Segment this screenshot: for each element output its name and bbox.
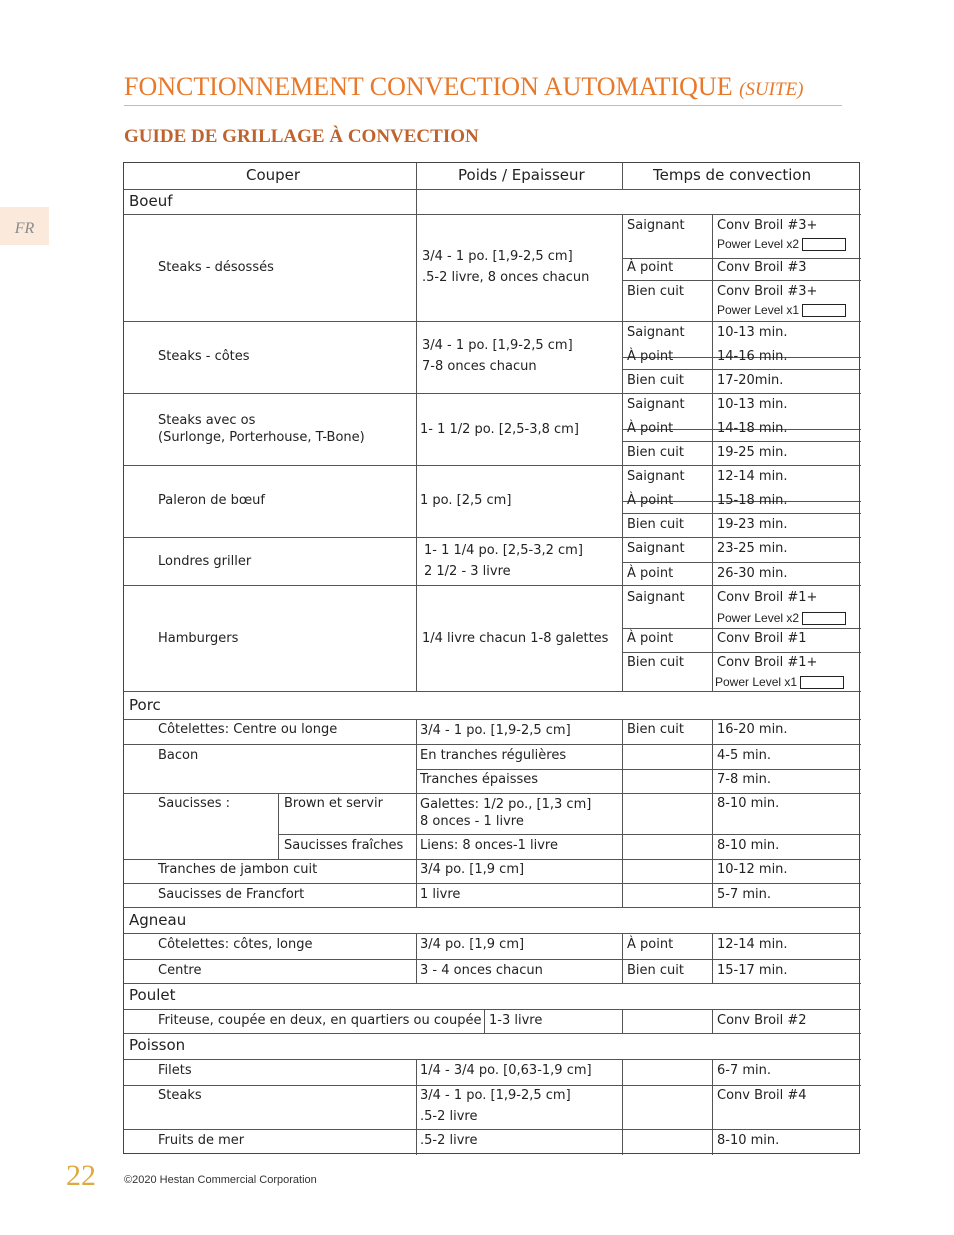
doneness-bien-cuit: Bien cuit (627, 445, 684, 460)
power-level-text: Power Level x2 (717, 237, 800, 251)
cut-poisson-steaks: Steaks (158, 1088, 202, 1103)
weight-steaks-desosses-1: 3/4 - 1 po. [1,9-2,5 cm] (422, 249, 573, 264)
doneness-saignant: Saignant (627, 541, 685, 556)
copyright: ©2020 Hestan Commercial Corporation (124, 1174, 317, 1186)
doneness-saignant: Saignant (627, 397, 685, 412)
time-steaks-cotes-a-point: 14-16 min. (717, 349, 788, 364)
page-number: 22 (66, 1159, 96, 1192)
weight-steaks-cotes-1: 3/4 - 1 po. [1,9-2,5 cm] (422, 338, 573, 353)
doneness-a-point: À point (627, 421, 674, 436)
time-hamburgers-bien-cuit: Conv Broil #1+ (717, 655, 818, 670)
power-level-box (802, 304, 846, 317)
weight-filets: 1/4 - 3/4 po. [0,63-1,9 cm] (420, 1063, 592, 1078)
doneness-a-point: À point (627, 260, 674, 275)
cut-agneau-centre: Centre (158, 963, 202, 978)
cut-saucisses: Saucisses : (158, 796, 231, 811)
page-title (124, 72, 842, 106)
weight-londres-1: 1- 1 1/4 po. [2,5-3,2 cm] (424, 543, 583, 558)
weight-fruits-de-mer: .5-2 livre (420, 1133, 478, 1148)
weight-friteuse: 1-3 livre (489, 1013, 543, 1028)
cut-fruits-de-mer: Fruits de mer (158, 1133, 245, 1148)
time-paleron-bien-cuit: 19-23 min. (717, 517, 788, 532)
time-fruits-de-mer: 8-10 min. (717, 1133, 780, 1148)
doneness-bien-cuit: Bien cuit (627, 963, 684, 978)
sub-saucisses-fraiches: Saucisses fraîches (284, 838, 404, 853)
cut-steaks-cotes: Steaks - côtes (158, 349, 250, 364)
cut-steaks-avec-os: Steaks avec os (158, 413, 256, 428)
time-bacon-1: 4-5 min. (717, 748, 772, 763)
power-level-line (715, 673, 844, 691)
cut-filets: Filets (158, 1063, 192, 1078)
time-filets: 6-7 min. (717, 1063, 772, 1078)
weight-agneau-cotelettes: 3/4 po. [1,9 cm] (420, 937, 525, 952)
time-steaks-desosses-saignant: Conv Broil #3+ (717, 218, 818, 233)
sub-brown-et-servir: Brown et servir (284, 796, 383, 811)
time-londres-saignant: 23-25 min. (717, 541, 788, 556)
time-saucisses-1: 8-10 min. (717, 796, 780, 811)
power-level-text: Power Level x2 (717, 611, 800, 625)
time-francfort: 5-7 min. (717, 887, 772, 902)
weight-porc-cotelettes: 3/4 - 1 po. [1,9-2,5 cm] (420, 723, 571, 738)
cut-friteuse: Friteuse, coupée en deux, en quartiers ou coupée (158, 1013, 482, 1028)
section-porc: Porc (129, 696, 161, 714)
cut-agneau-cotelettes: Côtelettes: côtes, longe (158, 937, 313, 952)
weight-saucisses-1a: Galettes: 1/2 po., [1,3 cm] (420, 797, 592, 812)
cut-porc-cotelettes: Côtelettes: Centre ou longe (158, 722, 338, 737)
weight-jambon: 3/4 po. [1,9 cm] (420, 862, 525, 877)
weight-poisson-steaks-2: .5-2 livre (420, 1109, 478, 1124)
header-time: Temps de convection (653, 166, 812, 184)
time-paleron-saignant: 12-14 min. (717, 469, 788, 484)
weight-agneau-centre: 3 - 4 onces chacun (420, 963, 543, 978)
page-title-main: FONCTIONNEMENT CONVECTION AUTOMATIQUE (124, 72, 733, 101)
page-title-suffix: (SUITE) (739, 79, 804, 100)
time-steaks-cotes-bien-cuit: 17-20min. (717, 373, 784, 388)
power-level-text: Power Level x1 (717, 303, 800, 317)
doneness-a-point: À point (627, 937, 674, 952)
time-poisson-steaks: Conv Broil #4 (717, 1088, 807, 1103)
doneness-bien-cuit: Bien cuit (627, 655, 684, 670)
cut-steaks-desosses: Steaks - désossés (158, 260, 274, 275)
weight-paleron: 1 po. [2,5 cm] (420, 493, 512, 508)
cut-hamburgers: Hamburgers (158, 631, 239, 646)
time-jambon: 10-12 min. (717, 862, 788, 877)
time-porc-cotelettes: 16-20 min. (717, 722, 788, 737)
section-poisson: Poisson (129, 1036, 186, 1054)
weight-saucisses-2: Liens: 8 onces-1 livre (420, 838, 558, 853)
time-paleron-a-point: 15-18 min. (717, 493, 788, 508)
section-poulet: Poulet (129, 986, 176, 1004)
header-weight: Poids / Epaisseur (458, 166, 585, 184)
weight-poisson-steaks-1: 3/4 - 1 po. [1,9-2,5 cm] (420, 1088, 571, 1103)
time-steaks-avec-os-saignant: 10-13 min. (717, 397, 788, 412)
doneness-a-point: À point (627, 349, 674, 364)
weight-bacon-2: Tranches épaisses (420, 772, 539, 787)
power-level-box (802, 238, 846, 251)
doneness-saignant: Saignant (627, 325, 685, 340)
weight-bacon-1: En tranches régulières (420, 748, 567, 763)
cut-francfort: Saucisses de Francfort (158, 887, 305, 902)
weight-saucisses-1b: 8 onces - 1 livre (420, 814, 524, 829)
time-bacon-2: 7-8 min. (717, 772, 772, 787)
section-agneau: Agneau (129, 911, 187, 929)
doneness-a-point: À point (627, 566, 674, 581)
weight-hamburgers: 1/4 livre chacun 1-8 galettes (422, 631, 609, 646)
doneness-saignant: Saignant (627, 590, 685, 605)
time-agneau-cotelettes: 12-14 min. (717, 937, 788, 952)
power-level-line (717, 301, 846, 319)
weight-londres-2: 2 1/2 - 3 livre (424, 564, 511, 579)
doneness-bien-cuit: Bien cuit (627, 722, 684, 737)
section-subtitle: GUIDE DE GRILLAGE À CONVECTION (124, 126, 479, 147)
header-cut: Couper (246, 166, 301, 184)
time-steaks-desosses-bien-cuit: Conv Broil #3+ (717, 284, 818, 299)
time-saucisses-2: 8-10 min. (717, 838, 780, 853)
time-hamburgers-saignant: Conv Broil #1+ (717, 590, 818, 605)
time-steaks-avec-os-a-point: 14-18 min. (717, 421, 788, 436)
power-level-box (802, 612, 846, 625)
cut-londres: Londres griller (158, 554, 252, 569)
power-level-line (717, 609, 846, 627)
time-steaks-cotes-saignant: 10-13 min. (717, 325, 788, 340)
time-hamburgers-a-point: Conv Broil #1 (717, 631, 807, 646)
broil-guide-table (123, 162, 860, 1154)
time-agneau-centre: 15-17 min. (717, 963, 788, 978)
time-steaks-avec-os-bien-cuit: 19-25 min. (717, 445, 788, 460)
power-level-text: Power Level x1 (715, 675, 798, 689)
doneness-saignant: Saignant (627, 218, 685, 233)
time-londres-a-point: 26-30 min. (717, 566, 788, 581)
doneness-saignant: Saignant (627, 469, 685, 484)
power-level-box (800, 676, 844, 689)
weight-steaks-desosses-2: .5-2 livre, 8 onces chacun (422, 270, 590, 285)
cut-steaks-avec-os-detail: (Surlonge, Porterhouse, T-Bone) (158, 430, 365, 445)
time-friteuse: Conv Broil #2 (717, 1013, 807, 1028)
doneness-a-point: À point (627, 631, 674, 646)
power-level-line (717, 235, 846, 253)
doneness-bien-cuit: Bien cuit (627, 517, 684, 532)
doneness-bien-cuit: Bien cuit (627, 284, 684, 299)
time-steaks-desosses-a-point: Conv Broil #3 (717, 260, 807, 275)
section-boeuf: Boeuf (129, 192, 173, 210)
weight-steaks-avec-os: 1- 1 1/2 po. [2,5-3,8 cm] (420, 422, 579, 437)
cut-jambon: Tranches de jambon cuit (158, 862, 318, 877)
cut-paleron: Paleron de bœuf (158, 493, 265, 508)
doneness-a-point: À point (627, 493, 674, 508)
language-tab: FR (0, 207, 49, 245)
weight-steaks-cotes-2: 7-8 onces chacun (422, 359, 537, 374)
doneness-bien-cuit: Bien cuit (627, 373, 684, 388)
cut-bacon: Bacon (158, 748, 199, 763)
weight-francfort: 1 livre (420, 887, 461, 902)
